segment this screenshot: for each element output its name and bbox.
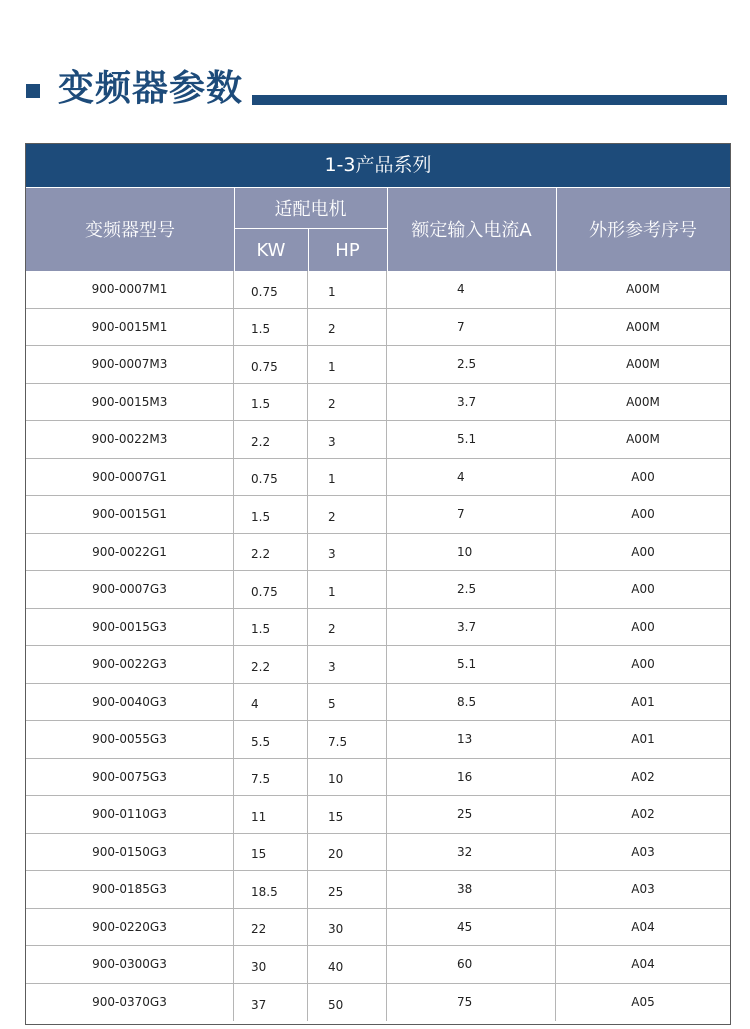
cell-model: 900-0040G3	[26, 684, 234, 721]
header-motor-group: 适配电机	[274, 199, 347, 220]
cell-ref: A03	[631, 882, 655, 897]
page-title: 变频器参数	[58, 68, 244, 109]
cell-kw: 5.5	[234, 721, 308, 758]
cell-hp: 10	[308, 759, 387, 796]
table-row	[26, 946, 730, 984]
table-row	[26, 646, 730, 684]
cell-model: 900-0015G1	[26, 496, 234, 533]
cell-ref: A00	[631, 657, 655, 672]
cell-hp: 3	[308, 421, 387, 458]
cell-kw: 0.75	[234, 271, 308, 308]
parameter-table	[25, 143, 731, 1025]
header-model: 变频器型号	[85, 220, 175, 241]
header-current: 额定输入电流A	[411, 220, 532, 241]
cell-hp: 25	[308, 871, 387, 908]
cell-kw: 15	[234, 834, 308, 871]
table-row	[26, 271, 730, 309]
cell-kw: 2.2	[234, 534, 308, 571]
cell-ref: A01	[631, 732, 655, 747]
cell-model: 900-0300G3	[26, 946, 234, 983]
cell-model: 900-0055G3	[26, 721, 234, 758]
cell-kw: 30	[234, 946, 308, 983]
cell-ref: A00M	[626, 282, 660, 297]
cell-ref: A00	[631, 469, 655, 484]
cell-model: 900-0370G3	[26, 984, 234, 1022]
cell-hp: 3	[308, 534, 387, 571]
cell-hp: 40	[308, 946, 387, 983]
cell-current: 8.5	[387, 684, 556, 721]
header-hp: HP	[335, 239, 360, 261]
cell-kw: 0.75	[234, 459, 308, 496]
cell-current: 4	[387, 459, 556, 496]
cell-kw: 11	[234, 796, 308, 833]
cell-ref: A04	[631, 957, 655, 972]
cell-model: 900-0007G1	[26, 459, 234, 496]
cell-ref: A00	[631, 619, 655, 634]
heading-square-marker	[26, 84, 40, 98]
cell-hp: 1	[308, 346, 387, 383]
cell-hp: 1	[308, 271, 387, 308]
cell-ref: A00M	[626, 357, 660, 372]
cell-current: 2.5	[387, 571, 556, 608]
cell-model: 900-0022M3	[26, 421, 234, 458]
cell-current: 25	[387, 796, 556, 833]
cell-hp: 15	[308, 796, 387, 833]
cell-current: 60	[387, 946, 556, 983]
cell-kw: 4	[234, 684, 308, 721]
header-divider	[556, 187, 557, 271]
cell-kw: 2.2	[234, 421, 308, 458]
header-divider	[308, 229, 309, 271]
cell-model: 900-0110G3	[26, 796, 234, 833]
table-row	[26, 721, 730, 759]
cell-hp: 2	[308, 496, 387, 533]
cell-current: 3.7	[387, 384, 556, 421]
table-row	[26, 834, 730, 872]
table-header	[26, 187, 730, 271]
cell-hp: 1	[308, 459, 387, 496]
cell-kw: 0.75	[234, 571, 308, 608]
table-row	[26, 759, 730, 797]
table-row	[26, 909, 730, 947]
cell-hp: 3	[308, 646, 387, 683]
cell-ref: A05	[631, 995, 655, 1010]
header-ref: 外形参考序号	[589, 220, 697, 241]
cell-model: 900-0015M1	[26, 309, 234, 346]
table-row	[26, 571, 730, 609]
cell-kw: 18.5	[234, 871, 308, 908]
cell-hp: 1	[308, 571, 387, 608]
cell-hp: 5	[308, 684, 387, 721]
header-divider	[26, 187, 730, 188]
cell-model: 900-0007M1	[26, 271, 234, 308]
header-divider	[234, 228, 387, 229]
cell-hp: 2	[308, 309, 387, 346]
cell-current: 16	[387, 759, 556, 796]
cell-ref: A00M	[626, 394, 660, 409]
cell-current: 2.5	[387, 346, 556, 383]
cell-current: 3.7	[387, 609, 556, 646]
header-divider	[387, 187, 388, 271]
section-heading	[0, 0, 750, 130]
cell-ref: A00	[631, 582, 655, 597]
table-row	[26, 421, 730, 459]
header-divider	[234, 187, 235, 271]
cell-current: 5.1	[387, 646, 556, 683]
cell-current: 45	[387, 909, 556, 946]
table-row	[26, 984, 730, 1022]
cell-model: 900-0015M3	[26, 384, 234, 421]
table-banner: 1-3产品系列	[26, 144, 730, 187]
table-row	[26, 496, 730, 534]
cell-kw: 2.2	[234, 646, 308, 683]
table-row	[26, 534, 730, 572]
cell-current: 13	[387, 721, 556, 758]
cell-hp: 20	[308, 834, 387, 871]
cell-model: 900-0022G1	[26, 534, 234, 571]
table-row	[26, 609, 730, 647]
cell-hp: 7.5	[308, 721, 387, 758]
table-row	[26, 309, 730, 347]
cell-kw: 0.75	[234, 346, 308, 383]
cell-model: 900-0075G3	[26, 759, 234, 796]
table-row	[26, 346, 730, 384]
table-row	[26, 871, 730, 909]
table-row	[26, 796, 730, 834]
cell-model: 900-0022G3	[26, 646, 234, 683]
cell-hp: 2	[308, 384, 387, 421]
cell-current: 5.1	[387, 421, 556, 458]
cell-kw: 37	[234, 984, 308, 1022]
table-row	[26, 459, 730, 497]
cell-ref: A00M	[626, 432, 660, 447]
cell-kw: 7.5	[234, 759, 308, 796]
cell-ref: A00	[631, 507, 655, 522]
cell-ref: A02	[631, 769, 655, 784]
cell-ref: A04	[631, 919, 655, 934]
cell-model: 900-0007M3	[26, 346, 234, 383]
cell-kw: 1.5	[234, 496, 308, 533]
cell-kw: 1.5	[234, 309, 308, 346]
cell-current: 75	[387, 984, 556, 1022]
cell-hp: 30	[308, 909, 387, 946]
cell-model: 900-0007G3	[26, 571, 234, 608]
cell-ref: A01	[631, 694, 655, 709]
cell-current: 7	[387, 309, 556, 346]
cell-ref: A02	[631, 807, 655, 822]
cell-kw: 1.5	[234, 609, 308, 646]
cell-current: 38	[387, 871, 556, 908]
cell-model: 900-0220G3	[26, 909, 234, 946]
cell-model: 900-0015G3	[26, 609, 234, 646]
cell-ref: A03	[631, 844, 655, 859]
cell-model: 900-0185G3	[26, 871, 234, 908]
table-body	[26, 271, 730, 1021]
header-kw: KW	[256, 239, 286, 261]
cell-current: 10	[387, 534, 556, 571]
cell-ref: A00	[631, 544, 655, 559]
cell-kw: 22	[234, 909, 308, 946]
cell-current: 4	[387, 271, 556, 308]
cell-kw: 1.5	[234, 384, 308, 421]
table-row	[26, 684, 730, 722]
cell-current: 32	[387, 834, 556, 871]
cell-current: 7	[387, 496, 556, 533]
cell-ref: A00M	[626, 319, 660, 334]
heading-rule	[252, 95, 727, 105]
cell-model: 900-0150G3	[26, 834, 234, 871]
cell-hp: 50	[308, 984, 387, 1022]
cell-hp: 2	[308, 609, 387, 646]
table-row	[26, 384, 730, 422]
